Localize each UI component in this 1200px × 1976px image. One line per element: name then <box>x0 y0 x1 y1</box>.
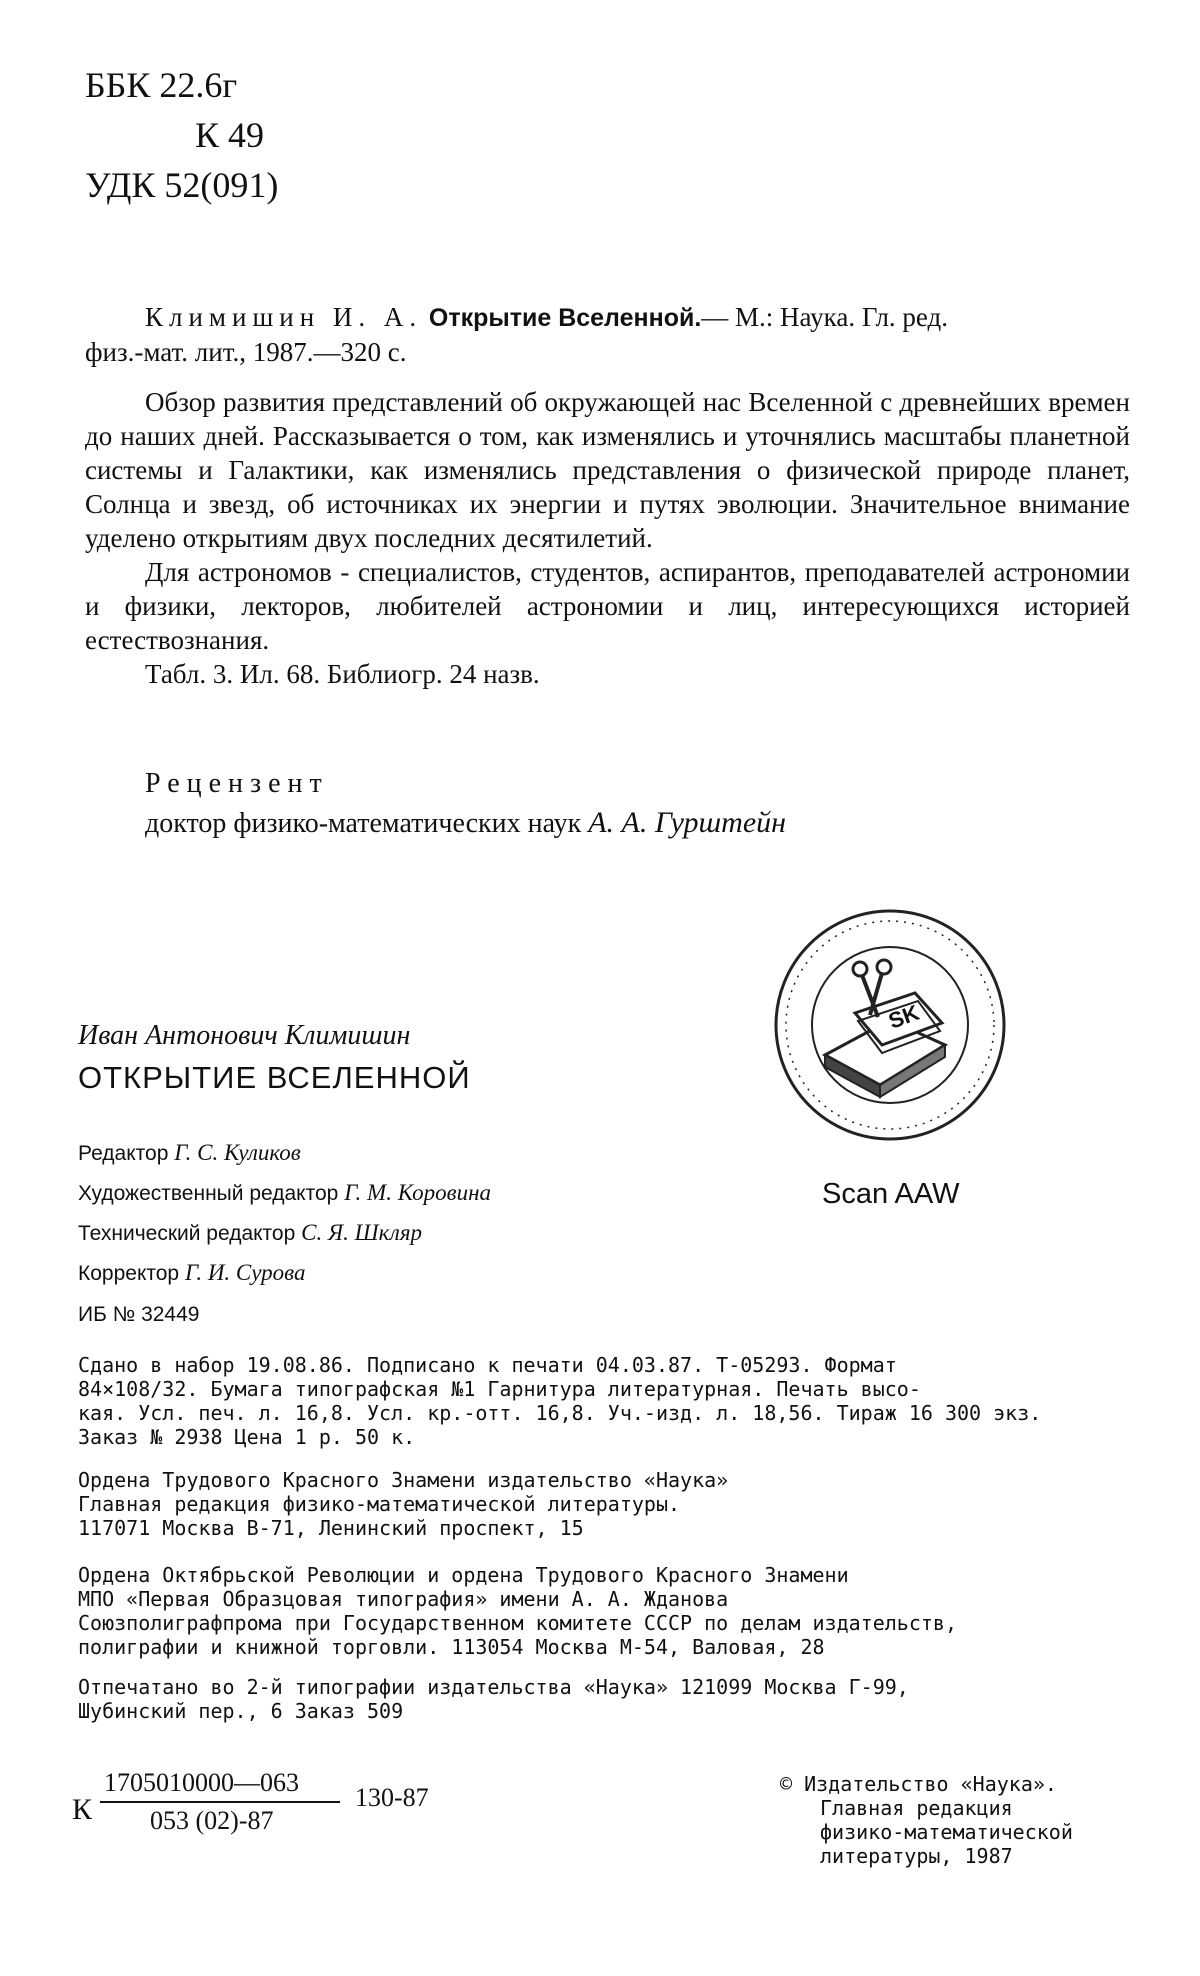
scanner-stamp <box>770 905 1010 1145</box>
printed-line: Отпечатано во 2-й типографии издательства «Наука» 121099 Москва Г-99, <box>78 1675 909 1699</box>
printer-line: Союзполиграфпрома при Государственном комитете СССР по делам издательств, <box>78 1611 957 1635</box>
index-denominator: 053 (02)-87 <box>150 1806 274 1835</box>
publisher-line: 117071 Москва В-71, Ленинский проспект, 15 <box>78 1516 584 1540</box>
printed-line: Шубинский пер., 6 Заказ 509 <box>78 1699 404 1723</box>
reviewer-line <box>145 806 786 840</box>
udk-code: УДК 52(091) <box>85 165 279 205</box>
book-title: ОТКРЫТИЕ ВСЕЛЕННОЙ <box>78 1060 471 1095</box>
corrector-name: Г. И. Сурова <box>184 1260 306 1285</box>
printer-line: МПО «Первая Образцовая типография» имени А. А. Жданова <box>78 1587 729 1611</box>
copyright-block <box>780 1772 1073 1868</box>
abstract-paragraph-3: Табл. 3. Ил. 68. Библиогр. 24 назв. <box>145 659 540 689</box>
print-info <box>78 1353 1128 1449</box>
citation <box>85 300 1130 369</box>
print-info-line: кая. Усл. печ. л. 16,8. Усл. кр.-отт. 16,8. Уч.-изд. л. 18,56. Тираж 16 300 экз. <box>78 1401 1042 1425</box>
abstract-paragraph-2: Для астрономов - специалистов, студентов, аспирантов, преподавателей астрономии и физики, лекторов, любителей астрономии и лиц, интересующихся историей естествознания. <box>85 557 1130 655</box>
classification-codes <box>85 60 278 210</box>
scan-label: Scan AAW <box>822 1178 960 1210</box>
publisher-line: Главная редакция физико-математической литературы. <box>78 1492 681 1516</box>
corrector-label: Корректор <box>78 1262 180 1285</box>
abstract-paragraph-1: Обзор развития представлений об окружающей нас Вселенной с древнейших времен до наших дней. Рассказывается о том, как изменялись и уточнялись масштабы планетной системы и Галактики, как изменялись представления о физической природе планет, Солнца и звезд, об источниках их энергии и путях эволюции. Значительное внимание уделено открытиям двух последних десятилетий. <box>85 387 1130 553</box>
bbk-code: ББК 22.6г <box>85 65 238 105</box>
stamp-logo-text: SK <box>885 999 923 1034</box>
print-info-line: Сдано в набор 19.08.86. Подписано к печати 04.03.87. Т-05293. Формат <box>78 1353 897 1377</box>
book-author: Иван Антонович Климишин <box>78 1020 411 1051</box>
citation-author: Климишин И. А. <box>145 302 423 332</box>
copyright-line: Главная редакция <box>820 1796 1013 1820</box>
index-letter: К <box>72 1793 93 1826</box>
editor-name: Г. С. Куликов <box>174 1140 301 1165</box>
ib-number: ИБ № 32449 <box>78 1303 200 1326</box>
art-editor-name: Г. М. Коровина <box>344 1180 491 1205</box>
art-editor-label: Художественный редактор <box>78 1182 339 1205</box>
tech-editor-name: С. Я. Шкляр <box>301 1220 423 1245</box>
copyright-line: © Издательство «Наука». <box>780 1772 1057 1796</box>
citation-rest-line2: физ.-мат. лит., 1987.—320 с. <box>85 337 407 367</box>
k-code: К 49 <box>195 115 265 155</box>
printer-line: Ордена Октябрьской Революции и ордена Трудового Красного Знамени <box>78 1563 849 1587</box>
citation-title: Открытие Вселенной. <box>428 304 702 332</box>
print-info-line: Заказ № 2938 Цена 1 р. 50 к. <box>78 1425 416 1449</box>
printed-info <box>78 1675 1128 1723</box>
reviewer-name: А. А. Гурштейн <box>588 806 787 839</box>
staff-art-editor <box>78 1180 491 1206</box>
publisher-info <box>78 1468 1128 1540</box>
printer-info <box>78 1563 1128 1659</box>
printer-line: полиграфии и книжной торговли. 113054 Москва М-54, Валовая, 28 <box>78 1635 825 1659</box>
tech-editor-label: Технический редактор <box>78 1222 296 1245</box>
reviewer-text: доктор физико-математических наук <box>145 808 582 839</box>
index-suffix: 130-87 <box>355 1783 429 1812</box>
staff-editor <box>78 1140 301 1166</box>
reviewer-heading: Рецензент <box>145 768 329 799</box>
copyright-line: физико-математической <box>820 1820 1073 1844</box>
index-fraction-line <box>100 1801 340 1803</box>
publisher-line: Ордена Трудового Красного Знамени издательство «Наука» <box>78 1468 729 1492</box>
citation-rest: — М.: Наука. Гл. ред. <box>701 302 949 332</box>
staff-corrector <box>78 1260 306 1286</box>
print-info-line: 84×108/32. Бумага типографская №1 Гарнитура литературная. Печать высо- <box>78 1377 921 1401</box>
copyright-line: литературы, 1987 <box>820 1844 1013 1868</box>
abstract <box>85 385 1130 691</box>
index-numerator: 1705010000—063 <box>104 1768 299 1797</box>
scanner-logo-icon <box>770 905 1010 1145</box>
editor-label: Редактор <box>78 1142 169 1165</box>
staff-tech-editor <box>78 1220 422 1246</box>
